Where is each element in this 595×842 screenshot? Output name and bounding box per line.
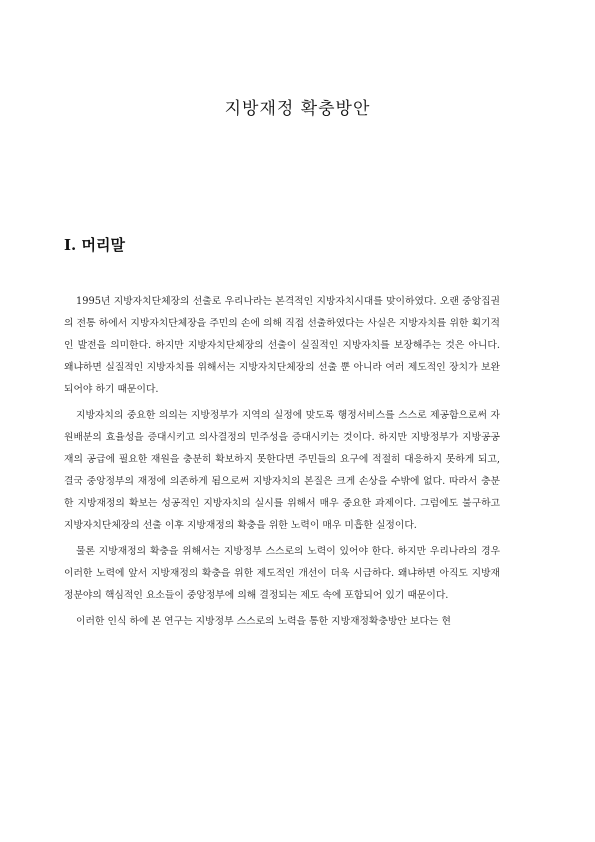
paragraph-4: 이러한 인식 하에 본 연구는 지방정부 스스로의 노력을 통한 지방재정확충방안 보다는 현	[76, 616, 451, 627]
paragraph-2: 지방자치의 중요한 의의는 지방정부가 지역의 실정에 맞도록 행정서비스를 스스로 제공함으로써 자원배분의 효율성을 증대시키고 의사결정의 민주성을 증대시키는 것이다. 하지만 지방정부가 지방공공재의 공급에 필요한 재원을 충분히 확보하지 못한다면 주민들의 요구에 적절히 대응하지 못하게 되고, 결국 중앙정부의 재정에 의존하게 됨으로써 지방자치의 본질은 크게 손상을 수밖에 없다. 따라서 충분한 지방재정의 확보는 성공적인 지방자치의 실시를 위해서 매우 중요한 과제이다. 그럼에도 불구하고 지방자치단체장의 선출 이후 지방재정의 확충을 위한 노력이 매우 미흡한 실정이다.	[64, 410, 500, 531]
section-heading: I. 머리말	[64, 236, 125, 254]
body-text	[64, 291, 500, 637]
paragraph-1: 1995년 지방자치단체장의 선출로 우리나라는 본격적인 지방자치시대를 맞이하였다. 오랜 중앙집권의 전통 하에서 지방자치단체장을 주민의 손에 의해 직접 선출하였다는 사실은 지방자치를 위한 획기적인 발전을 의미한다. 하지만 지방자치단체장의 선출이 실질적인 지방자치를 보장해주는 것은 아니다. 왜냐하면 실질적인 지방자치를 위해서는 지방자치단체장의 선출 뿐 아니라 여러 제도적인 장치가 보완되어야 하기 때문이다.	[64, 296, 500, 395]
paragraph-3: 물론 지방재정의 확충을 위해서는 지방정부 스스로의 노력이 있어야 한다. 하지만 우리나라의 경우 이러한 노력에 앞서 지방재정의 확충을 위한 제도적인 개선이 더욱 시급하다. 왜냐하면 아직도 지방재정분야의 핵심적인 요소들이 중앙정부에 의해 결정되는 제도 속에 포함되어 있기 때문이다.	[64, 546, 500, 601]
document-title: 지방재정 확충방안	[224, 99, 371, 119]
